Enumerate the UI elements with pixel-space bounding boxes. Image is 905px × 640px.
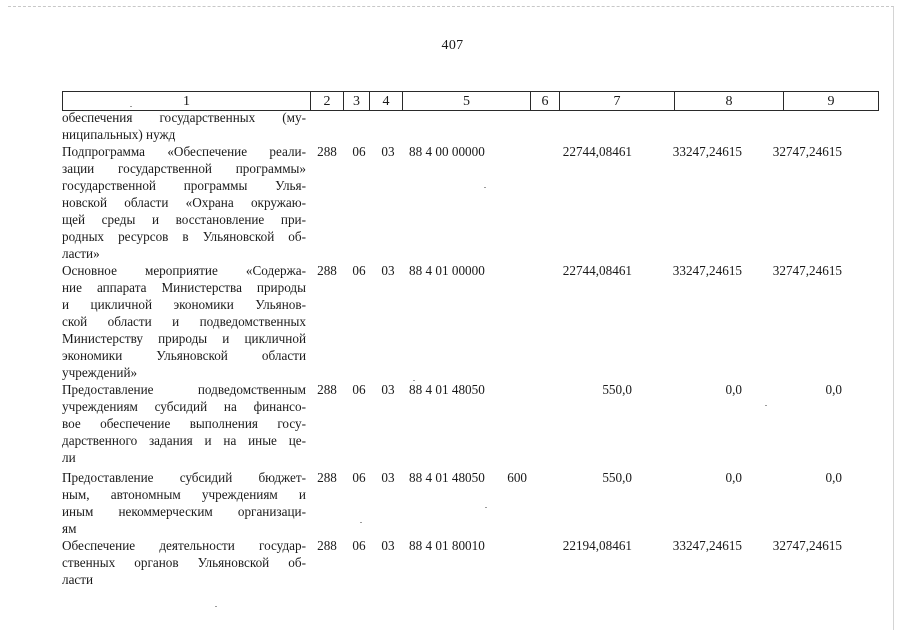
scan-speck — [360, 522, 362, 523]
cell-amount-col8: 33247,24615 — [672, 538, 742, 553]
description-line: ным, автономным учреждениям и — [62, 487, 306, 502]
description-line: щей среды и восстановление при- — [62, 212, 306, 227]
scan-speck — [413, 380, 415, 381]
page-number: 407 — [441, 38, 464, 53]
description-line: учреждений» — [62, 365, 138, 380]
cell-target-article: 88 4 01 00000 — [409, 263, 485, 278]
description-line: вое обеспечение выполнения госу- — [62, 416, 306, 431]
description-line: ние аппарата Министерства природы — [62, 280, 306, 295]
header-col-5: 5 — [403, 92, 531, 110]
cell-target-article: 88 4 01 48050 — [409, 470, 485, 485]
cell-grbs: 288 — [317, 144, 337, 159]
table-header-row — [62, 91, 879, 111]
cell-subsection: 03 — [381, 263, 395, 278]
header-col-8: 8 — [675, 92, 784, 110]
description-line: Министерству природы и цикличной — [62, 331, 306, 346]
header-col-7: 7 — [560, 92, 675, 110]
cell-grbs: 288 — [317, 382, 337, 397]
cell-section: 06 — [352, 538, 366, 553]
description-line: ласти — [62, 572, 94, 587]
cell-amount-col7: 550,0 — [602, 382, 632, 397]
cell-section: 06 — [352, 470, 366, 485]
header-col-6: 6 — [531, 92, 560, 110]
description-line: родных ресурсов в Ульяновской об- — [62, 229, 306, 244]
header-col-4: 4 — [370, 92, 403, 110]
table-row — [62, 537, 877, 588]
cell-subsection: 03 — [381, 382, 395, 397]
description-line: Подпрограмма «Обеспечение реали- — [62, 144, 306, 159]
description-line: ственных органов Ульяновской об- — [62, 555, 306, 570]
description-line: ской области и подведомственных — [62, 314, 306, 329]
cell-amount-col8: 0,0 — [725, 382, 742, 397]
description-line: ям — [62, 521, 77, 536]
cell-target-article: 88 4 01 48050 — [409, 382, 485, 397]
description-line: дарственного задания и на иные це- — [62, 433, 306, 448]
description-line: ли — [62, 450, 76, 465]
description-line: Предоставление субсидий бюджет- — [62, 470, 306, 485]
cell-section: 06 — [352, 382, 366, 397]
header-col-3: 3 — [344, 92, 370, 110]
scan-speck — [485, 507, 487, 508]
cell-grbs: 288 — [317, 538, 337, 553]
cell-amount-col7: 22744,08461 — [562, 263, 632, 278]
cell-grbs: 288 — [317, 263, 337, 278]
cell-grbs: 288 — [317, 470, 337, 485]
description-line: и цикличной экономики Ульянов- — [62, 297, 306, 312]
description-line: Обеспечение деятельности государ- — [62, 538, 306, 553]
cell-amount-col9: 0,0 — [825, 382, 842, 397]
table-row — [62, 143, 877, 262]
scan-speck — [765, 405, 767, 406]
cell-target-article: 88 4 01 80010 — [409, 538, 485, 553]
description-line: иным некоммерческим организаци- — [62, 504, 306, 519]
header-col-2: 2 — [311, 92, 344, 110]
header-col-1: 1 — [63, 92, 311, 110]
cell-amount-col9: 32747,24615 — [772, 144, 842, 159]
table-row — [62, 262, 877, 381]
cell-amount-col9: 32747,24615 — [772, 538, 842, 553]
description-line: ниципальных) нужд — [62, 127, 176, 142]
scan-speck — [215, 606, 217, 607]
description-line: Предоставление подведомственным — [62, 382, 306, 397]
cell-amount-col7: 550,0 — [602, 470, 632, 485]
cell-subsection: 03 — [381, 470, 395, 485]
row-description — [62, 537, 306, 588]
description-line: экономики Ульяновской области — [62, 348, 306, 363]
cell-subsection: 03 — [381, 538, 395, 553]
row-description — [62, 143, 306, 262]
description-line: государственной программы Улья- — [62, 178, 306, 193]
cell-amount-col8: 0,0 — [725, 470, 742, 485]
cell-amount-col7: 22194,08461 — [562, 538, 632, 553]
table-body — [62, 109, 877, 588]
cell-amount-col7: 22744,08461 — [562, 144, 632, 159]
cell-target-article: 88 4 00 00000 — [409, 144, 485, 159]
scan-speck — [484, 187, 486, 188]
cell-amount-col8: 33247,24615 — [672, 263, 742, 278]
cell-amount-col9: 0,0 — [825, 470, 842, 485]
description-line: учреждениям субсидий на финансо- — [62, 399, 306, 414]
row-description — [62, 262, 306, 381]
cell-amount-col9: 32747,24615 — [772, 263, 842, 278]
description-line: Основное мероприятие «Содержа- — [62, 263, 306, 278]
description-line: зации государственной программы» — [62, 161, 306, 176]
row-description — [62, 381, 306, 466]
description-line: обеспечения государственных (му- — [62, 110, 306, 125]
header-col-9: 9 — [827, 94, 835, 109]
cell-expense-type: 600 — [507, 470, 527, 485]
table-row — [62, 381, 877, 466]
cell-amount-col8: 33247,24615 — [672, 144, 742, 159]
cell-subsection: 03 — [381, 144, 395, 159]
table-row — [62, 469, 877, 537]
description-line: ласти» — [62, 246, 100, 261]
row-description — [62, 469, 306, 537]
description-line: новской области «Охрана окружаю- — [62, 195, 306, 210]
table-row — [62, 109, 877, 143]
scan-speck — [130, 106, 132, 107]
row-description — [62, 109, 306, 143]
cell-section: 06 — [352, 144, 366, 159]
cell-section: 06 — [352, 263, 366, 278]
